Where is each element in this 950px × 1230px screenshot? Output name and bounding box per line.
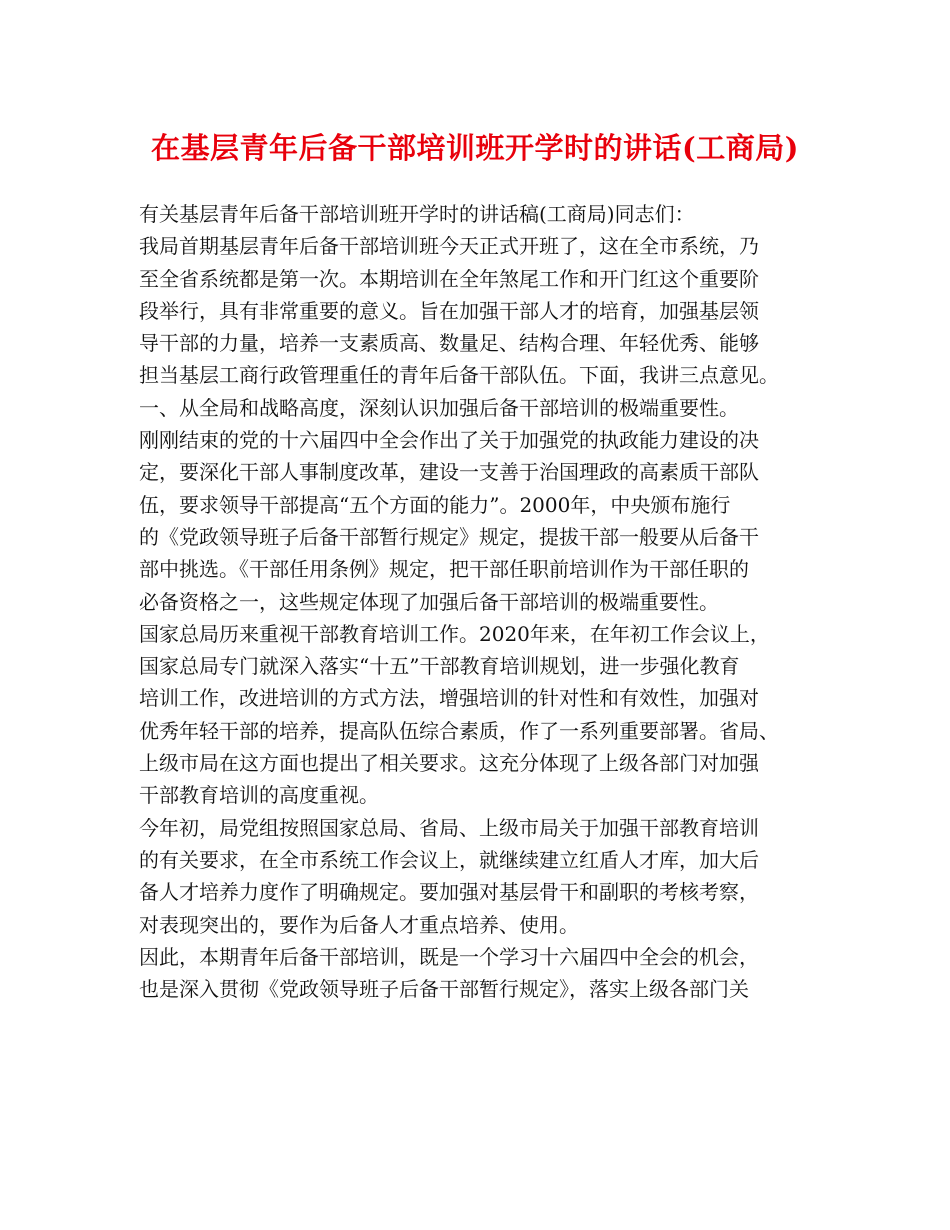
body-text-line: 部中挑选。《干部任用条例》规定，把干部任职前培训作为干部任职的 [139, 557, 749, 582]
body-text-line: 的有关要求，在全市系统工作会议上，就继续建立红盾人才库，加大后 [139, 847, 759, 872]
body-text-line: 必备资格之一，这些规定体现了加强后备干部培训的极端重要性。 [139, 589, 719, 614]
body-text-line: 国家总局历来重视干部教育培训工作。2020年来，在年初工作会议上， [139, 621, 770, 646]
body-text-line: 国家总局专门就深入落实“十五”干部教育培训规划，进一步强化教育 [139, 654, 740, 679]
body-text-line: 对表现突出的，要作为后备人才重点培养、使用。 [139, 912, 579, 937]
body-text-line: 培训工作，改进培训的方式方法，增强培训的针对性和有效性，加强对 [139, 686, 759, 711]
body-text-line: 刚刚结束的党的十六届四中全会作出了关于加强党的执政能力建设的决 [139, 428, 759, 453]
body-text-line: 也是深入贯彻《党政领导班子后备干部暂行规定》，落实上级各部门关 [139, 977, 749, 1002]
body-text-line: 优秀年轻干部的培养，提高队伍综合素质，作了一系列重要部署。省局、 [139, 718, 779, 743]
body-text-line: 上级市局在这方面也提出了相关要求。这充分体现了上级各部门对加强 [139, 751, 759, 776]
body-text-line: 伍，要求领导干部提高“五个方面的能力”。2000年，中央颁布施行 [139, 492, 731, 517]
body-text-line: 今年初，局党组按照国家总局、省局、上级市局关于加强干部教育培训 [139, 815, 759, 840]
body-text-line: 导干部的力量，培养一支素质高、数量足、结构合理、年轻优秀、能够 [139, 331, 759, 356]
body-text-line: 有关基层青年后备干部培训班开学时的讲话稿(工商局)同志们： [139, 202, 695, 226]
body-text-line: 干部教育培训的高度重视。 [139, 783, 379, 808]
body-text-line: 因此，本期青年后备干部培训，既是一个学习十六届四中全会的机会， [139, 944, 759, 969]
document-body [139, 198, 829, 1005]
document-title: 在基层青年后备干部培训班开学时的讲话(工商局) [151, 131, 799, 165]
body-text-line: 段举行，具有非常重要的意义。旨在加强干部人才的培育，加强基层领 [139, 298, 759, 323]
body-text-line: 定，要深化干部人事制度改革，建设一支善于治国理政的高素质干部队 [139, 460, 759, 485]
body-text-line: 一、从全局和战略高度，深刻认识加强后备干部培训的极端重要性。 [139, 395, 739, 420]
body-text-line: 的《党政领导班子后备干部暂行规定》规定，提拔干部一般要从后备干 [139, 524, 759, 549]
body-text-line: 至全省系统都是第一次。本期培训在全年煞尾工作和开门红这个重要阶 [139, 266, 759, 291]
body-text-line: 备人才培养力度作了明确规定。要加强对基层骨干和副职的考核考察， [139, 880, 759, 905]
body-text-line: 担当基层工商行政管理重任的青年后备干部队伍。下面，我讲三点意见。 [139, 363, 779, 388]
body-text-line: 我局首期基层青年后备干部培训班今天正式开班了，这在全市系统，乃 [139, 234, 759, 259]
